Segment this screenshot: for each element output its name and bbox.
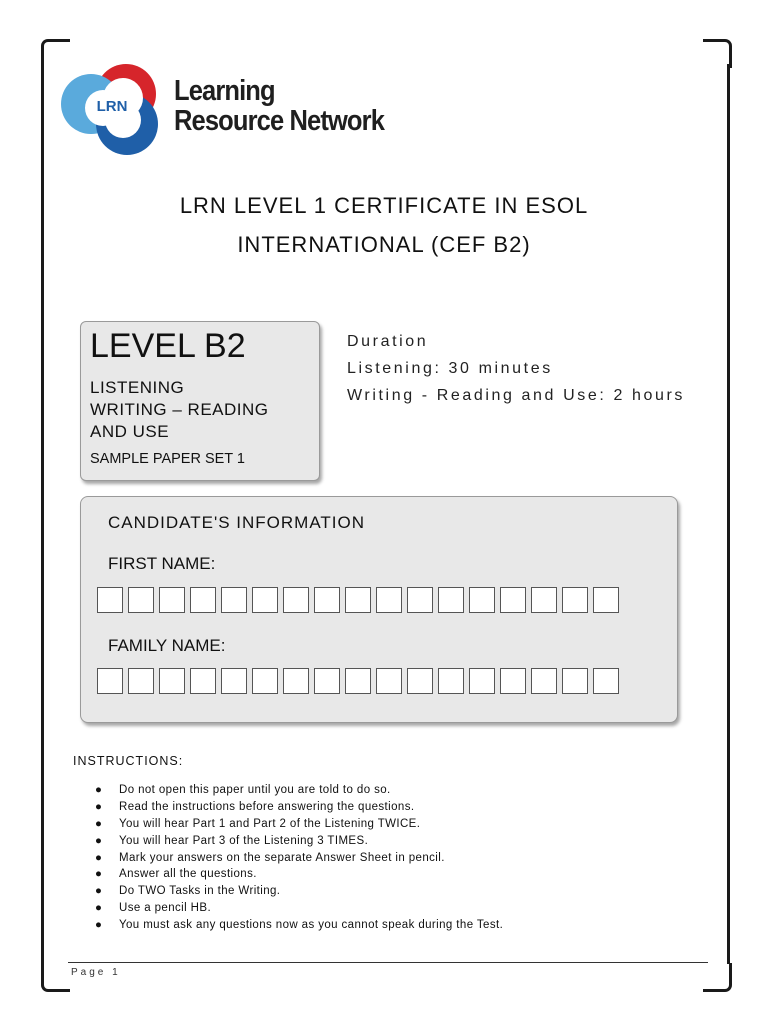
family-name-letter-box[interactable]	[531, 668, 557, 694]
first-name-letter-box[interactable]	[221, 587, 247, 613]
bullet-icon: ●	[95, 800, 103, 813]
first-name-boxes	[97, 587, 619, 613]
first-name-letter-box[interactable]	[345, 587, 371, 613]
footer-rule	[68, 962, 708, 963]
level-component-line: AND USE	[90, 422, 170, 441]
instruction-item	[95, 883, 503, 900]
lrn-logo-mark	[60, 58, 170, 158]
family-name-letter-box[interactable]	[252, 668, 278, 694]
instruction-text: You will hear Part 1 and Part 2 of the Listening TWICE.	[119, 817, 421, 830]
duration-heading: Duration	[347, 333, 429, 350]
family-name-label: FAMILY NAME:	[108, 636, 226, 655]
sample-paper-set: SAMPLE PAPER SET 1	[90, 451, 245, 467]
first-name-letter-box[interactable]	[500, 587, 526, 613]
family-name-letter-box[interactable]	[283, 668, 309, 694]
instruction-item	[95, 850, 503, 867]
page-number: Page 1	[71, 967, 121, 978]
document-title-line-2: INTERNATIONAL (CEF B2)	[237, 232, 531, 257]
bullet-icon: ●	[95, 851, 103, 864]
duration-listening: Listening: 30 minutes	[347, 360, 553, 377]
instruction-text: Answer all the questions.	[119, 868, 257, 881]
duration-writing: Writing - Reading and Use: 2 hours	[347, 387, 686, 404]
logo-line-2: Resource Network	[174, 105, 385, 137]
first-name-letter-box[interactable]	[314, 587, 340, 613]
instruction-item	[95, 917, 503, 934]
first-name-letter-box[interactable]	[407, 587, 433, 613]
first-name-letter-box[interactable]	[128, 587, 154, 613]
bullet-icon: ●	[95, 885, 103, 898]
instruction-text: You must ask any questions now as you cannot speak during the Test.	[119, 919, 504, 932]
family-name-letter-box[interactable]	[128, 668, 154, 694]
document-title-line-1: LRN LEVEL 1 CERTIFICATE IN ESOL	[179, 193, 589, 218]
family-name-letter-box[interactable]	[500, 668, 526, 694]
instruction-text: Read the instructions before answering the questions.	[119, 800, 415, 813]
first-name-letter-box[interactable]	[438, 587, 464, 613]
family-name-letter-box[interactable]	[190, 668, 216, 694]
first-name-letter-box[interactable]	[593, 587, 619, 613]
level-component-line: WRITING – READING	[90, 400, 269, 419]
first-name-letter-box[interactable]	[562, 587, 588, 613]
family-name-letter-box[interactable]	[314, 668, 340, 694]
family-name-letter-box[interactable]	[97, 668, 123, 694]
instruction-item	[95, 900, 503, 917]
frame-corner-bottom-right	[703, 963, 732, 992]
logo-wordmark	[174, 76, 384, 136]
duration-info	[347, 328, 685, 409]
bullet-icon: ●	[95, 784, 103, 796]
family-name-letter-box[interactable]	[376, 668, 402, 694]
instruction-text: Do not open this paper until you are told to do so.	[119, 784, 391, 796]
family-name-letter-box[interactable]	[593, 668, 619, 694]
family-name-letter-box[interactable]	[345, 668, 371, 694]
bullet-icon: ●	[95, 902, 103, 915]
first-name-letter-box[interactable]	[252, 587, 278, 613]
bullet-icon: ●	[95, 868, 103, 881]
first-name-letter-box[interactable]	[531, 587, 557, 613]
level-component-line: LISTENING	[90, 378, 185, 397]
first-name-letter-box[interactable]	[469, 587, 495, 613]
bullet-icon: ●	[95, 817, 103, 830]
level-components	[90, 377, 269, 443]
candidate-info-title: CANDIDATE'S INFORMATION	[108, 513, 366, 532]
instruction-text: You will hear Part 3 of the Listening 3 TIMES.	[119, 834, 369, 847]
instruction-text: Do TWO Tasks in the Writing.	[119, 885, 281, 898]
family-name-boxes	[97, 668, 619, 694]
candidate-info-box	[80, 496, 678, 723]
family-name-letter-box[interactable]	[562, 668, 588, 694]
level-box	[80, 321, 320, 481]
family-name-letter-box[interactable]	[407, 668, 433, 694]
family-name-letter-box[interactable]	[221, 668, 247, 694]
bullet-icon: ●	[95, 834, 103, 847]
first-name-letter-box[interactable]	[97, 587, 123, 613]
instruction-item	[95, 816, 503, 833]
first-name-letter-box[interactable]	[376, 587, 402, 613]
instruction-item	[95, 866, 503, 883]
instruction-item	[95, 833, 503, 850]
first-name-letter-box[interactable]	[190, 587, 216, 613]
frame-corner-bottom-left	[41, 963, 70, 992]
instruction-item	[95, 799, 503, 816]
bullet-icon: ●	[95, 919, 103, 932]
instructions-list	[95, 782, 503, 934]
instruction-text: Mark your answers on the separate Answer Sheet in pencil.	[119, 851, 445, 864]
family-name-letter-box[interactable]	[438, 668, 464, 694]
first-name-letter-box[interactable]	[283, 587, 309, 613]
first-name-label: FIRST NAME:	[108, 554, 216, 573]
instruction-text: Use a pencil HB.	[119, 902, 212, 915]
family-name-letter-box[interactable]	[469, 668, 495, 694]
first-name-letter-box[interactable]	[159, 587, 185, 613]
level-heading: LEVEL B2	[90, 327, 246, 365]
logo-line-1: Learning	[174, 75, 275, 107]
logo-badge-text: LRN	[96, 98, 128, 115]
instruction-item	[95, 782, 503, 799]
family-name-letter-box[interactable]	[159, 668, 185, 694]
instructions-heading: INSTRUCTIONS:	[73, 754, 184, 768]
